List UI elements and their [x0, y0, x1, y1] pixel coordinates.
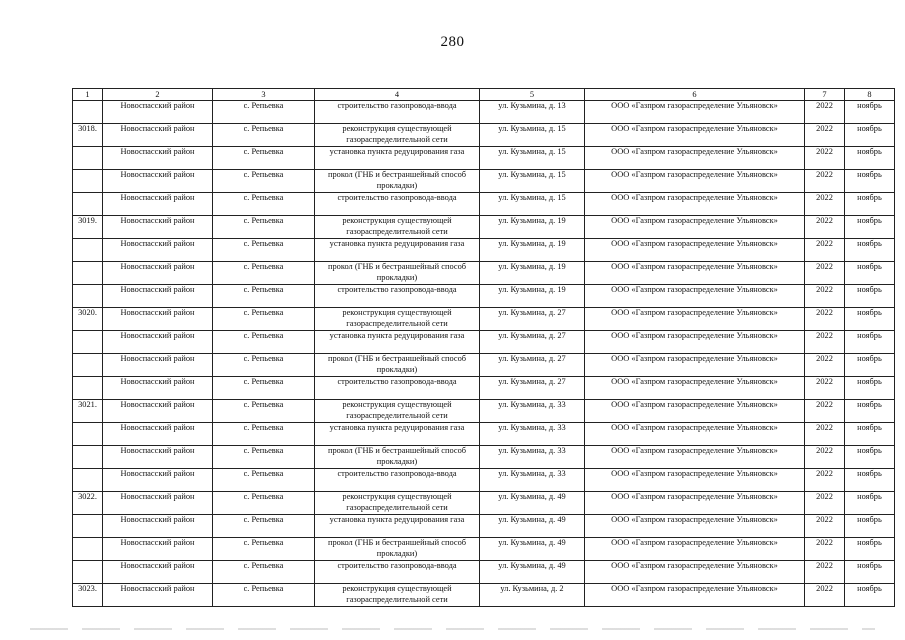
cell-district: Новоспасский район [103, 262, 213, 285]
cell-entry-number [73, 239, 103, 262]
cell-work-type: строительство газопровода-ввода [315, 193, 480, 216]
cell-organization: ООО «Газпром газораспределение Ульяновск» [585, 400, 805, 423]
cell-organization: ООО «Газпром газораспределение Ульяновск» [585, 124, 805, 147]
cell-district: Новоспасский район [103, 423, 213, 446]
cell-address: ул. Кузьмина, д. 49 [480, 492, 585, 515]
cell-year: 2022 [805, 239, 845, 262]
cell-district: Новоспасский район [103, 515, 213, 538]
cell-organization: ООО «Газпром газораспределение Ульяновск» [585, 423, 805, 446]
cell-address: ул. Кузьмина, д. 27 [480, 377, 585, 400]
cell-work-type: прокол (ГНБ и бестраншейный способ прокладки) [315, 446, 480, 469]
cell-year: 2022 [805, 147, 845, 170]
table-row [73, 538, 895, 561]
cell-entry-number: 3020. [73, 308, 103, 331]
cell-work-type: установка пункта редуцирования газа [315, 331, 480, 354]
cell-month: ноябрь [845, 584, 895, 607]
cell-village: с. Репьевка [213, 446, 315, 469]
cell-month: ноябрь [845, 124, 895, 147]
table-row [73, 170, 895, 193]
cell-village: с. Репьевка [213, 584, 315, 607]
column-header: 4 [315, 89, 480, 101]
cell-village: с. Репьевка [213, 170, 315, 193]
cell-year: 2022 [805, 216, 845, 239]
cell-village: с. Репьевка [213, 308, 315, 331]
cell-district: Новоспасский район [103, 216, 213, 239]
cell-entry-number [73, 354, 103, 377]
cell-district: Новоспасский район [103, 377, 213, 400]
cell-work-type: реконструкция существующей газораспределительной сети [315, 308, 480, 331]
cell-address: ул. Кузьмина, д. 15 [480, 124, 585, 147]
page-number: 280 [440, 34, 465, 50]
cell-district: Новоспасский район [103, 331, 213, 354]
cell-address: ул. Кузьмина, д. 19 [480, 239, 585, 262]
cell-entry-number [73, 331, 103, 354]
cell-entry-number [73, 377, 103, 400]
cell-work-type: установка пункта редуцирования газа [315, 515, 480, 538]
cell-entry-number: 3019. [73, 216, 103, 239]
cell-year: 2022 [805, 538, 845, 561]
cell-work-type: прокол (ГНБ и бестраншейный способ прокладки) [315, 262, 480, 285]
cell-organization: ООО «Газпром газораспределение Ульяновск» [585, 216, 805, 239]
cell-month: ноябрь [845, 469, 895, 492]
cell-organization: ООО «Газпром газораспределение Ульяновск» [585, 538, 805, 561]
cell-work-type: установка пункта редуцирования газа [315, 147, 480, 170]
cell-address: ул. Кузьмина, д. 27 [480, 354, 585, 377]
column-number-header-row [73, 89, 895, 101]
cell-village: с. Репьевка [213, 262, 315, 285]
table-row [73, 308, 895, 331]
cell-month: ноябрь [845, 239, 895, 262]
cell-organization: ООО «Газпром газораспределение Ульяновск» [585, 170, 805, 193]
cell-month: ноябрь [845, 101, 895, 124]
cell-village: с. Репьевка [213, 239, 315, 262]
cell-address: ул. Кузьмина, д. 27 [480, 331, 585, 354]
cell-work-type: установка пункта редуцирования газа [315, 239, 480, 262]
cell-work-type: реконструкция существующей газораспределительной сети [315, 400, 480, 423]
cell-year: 2022 [805, 193, 845, 216]
cell-work-type: строительство газопровода-ввода [315, 561, 480, 584]
table-row [73, 101, 895, 124]
cell-village: с. Репьевка [213, 124, 315, 147]
cell-year: 2022 [805, 400, 845, 423]
cell-work-type: реконструкция существующей газораспределительной сети [315, 584, 480, 607]
cell-organization: ООО «Газпром газораспределение Ульяновск» [585, 377, 805, 400]
cell-month: ноябрь [845, 308, 895, 331]
cell-address: ул. Кузьмина, д. 15 [480, 170, 585, 193]
cell-address: ул. Кузьмина, д. 13 [480, 101, 585, 124]
cell-organization: ООО «Газпром газораспределение Ульяновск» [585, 492, 805, 515]
cell-entry-number [73, 469, 103, 492]
table-row [73, 331, 895, 354]
cell-month: ноябрь [845, 216, 895, 239]
cell-organization: ООО «Газпром газораспределение Ульяновск» [585, 584, 805, 607]
cell-entry-number: 3021. [73, 400, 103, 423]
table-row [73, 492, 895, 515]
cell-month: ноябрь [845, 331, 895, 354]
cell-village: с. Репьевка [213, 400, 315, 423]
cell-month: ноябрь [845, 147, 895, 170]
cell-village: с. Репьевка [213, 515, 315, 538]
cell-work-type: реконструкция существующей газораспределительной сети [315, 216, 480, 239]
cell-entry-number [73, 147, 103, 170]
cell-district: Новоспасский район [103, 124, 213, 147]
cell-year: 2022 [805, 446, 845, 469]
table-row [73, 147, 895, 170]
cell-address: ул. Кузьмина, д. 33 [480, 423, 585, 446]
cell-address: ул. Кузьмина, д. 33 [480, 469, 585, 492]
cell-year: 2022 [805, 124, 845, 147]
cell-district: Новоспасский район [103, 308, 213, 331]
cell-entry-number [73, 538, 103, 561]
table-row [73, 561, 895, 584]
cell-address: ул. Кузьмина, д. 19 [480, 262, 585, 285]
cell-year: 2022 [805, 170, 845, 193]
cell-work-type: строительство газопровода-ввода [315, 377, 480, 400]
cell-work-type: прокол (ГНБ и бестраншейный способ прокладки) [315, 538, 480, 561]
cell-work-type: установка пункта редуцирования газа [315, 423, 480, 446]
cell-month: ноябрь [845, 285, 895, 308]
cell-year: 2022 [805, 285, 845, 308]
cell-village: с. Репьевка [213, 285, 315, 308]
cell-year: 2022 [805, 515, 845, 538]
cell-organization: ООО «Газпром газораспределение Ульяновск» [585, 147, 805, 170]
cell-year: 2022 [805, 331, 845, 354]
column-header: 1 [73, 89, 103, 101]
cell-address: ул. Кузьмина, д. 19 [480, 216, 585, 239]
cell-year: 2022 [805, 561, 845, 584]
cell-month: ноябрь [845, 561, 895, 584]
cell-district: Новоспасский район [103, 285, 213, 308]
cell-month: ноябрь [845, 515, 895, 538]
cell-month: ноябрь [845, 423, 895, 446]
cell-month: ноябрь [845, 354, 895, 377]
cell-address: ул. Кузьмина, д. 15 [480, 193, 585, 216]
table-row [73, 193, 895, 216]
cell-organization: ООО «Газпром газораспределение Ульяновск» [585, 446, 805, 469]
cell-organization: ООО «Газпром газораспределение Ульяновск» [585, 262, 805, 285]
cell-year: 2022 [805, 469, 845, 492]
cell-district: Новоспасский район [103, 239, 213, 262]
cell-year: 2022 [805, 308, 845, 331]
cell-address: ул. Кузьмина, д. 33 [480, 446, 585, 469]
cell-district: Новоспасский район [103, 469, 213, 492]
cell-district: Новоспасский район [103, 101, 213, 124]
cell-entry-number [73, 561, 103, 584]
scan-edge-noise [30, 628, 875, 630]
cell-work-type: строительство газопровода-ввода [315, 101, 480, 124]
cell-district: Новоспасский район [103, 193, 213, 216]
cell-year: 2022 [805, 377, 845, 400]
cell-organization: ООО «Газпром газораспределение Ульяновск» [585, 354, 805, 377]
cell-organization: ООО «Газпром газораспределение Ульяновск» [585, 331, 805, 354]
cell-village: с. Репьевка [213, 377, 315, 400]
cell-organization: ООО «Газпром газораспределение Ульяновск» [585, 308, 805, 331]
cell-organization: ООО «Газпром газораспределение Ульяновск» [585, 561, 805, 584]
table-row [73, 239, 895, 262]
cell-entry-number [73, 193, 103, 216]
cell-entry-number: 3022. [73, 492, 103, 515]
cell-district: Новоспасский район [103, 584, 213, 607]
cell-month: ноябрь [845, 446, 895, 469]
cell-village: с. Репьевка [213, 538, 315, 561]
cell-entry-number [73, 446, 103, 469]
cell-year: 2022 [805, 423, 845, 446]
cell-village: с. Репьевка [213, 193, 315, 216]
cell-village: с. Репьевка [213, 216, 315, 239]
cell-year: 2022 [805, 354, 845, 377]
cell-village: с. Репьевка [213, 101, 315, 124]
table-row [73, 469, 895, 492]
register-table-body [73, 89, 895, 607]
register-table [72, 88, 895, 607]
cell-work-type: реконструкция существующей газораспределительной сети [315, 124, 480, 147]
cell-entry-number: 3023. [73, 584, 103, 607]
cell-address: ул. Кузьмина, д. 15 [480, 147, 585, 170]
cell-district: Новоспасский район [103, 170, 213, 193]
table-row [73, 124, 895, 147]
cell-district: Новоспасский район [103, 400, 213, 423]
cell-organization: ООО «Газпром газораспределение Ульяновск» [585, 469, 805, 492]
cell-address: ул. Кузьмина, д. 19 [480, 285, 585, 308]
cell-address: ул. Кузьмина, д. 49 [480, 515, 585, 538]
cell-village: с. Репьевка [213, 331, 315, 354]
column-header: 7 [805, 89, 845, 101]
cell-month: ноябрь [845, 538, 895, 561]
cell-month: ноябрь [845, 170, 895, 193]
column-header: 5 [480, 89, 585, 101]
cell-entry-number [73, 515, 103, 538]
cell-organization: ООО «Газпром газораспределение Ульяновск» [585, 193, 805, 216]
table-row [73, 423, 895, 446]
table-row [73, 446, 895, 469]
cell-village: с. Репьевка [213, 561, 315, 584]
cell-year: 2022 [805, 492, 845, 515]
cell-organization: ООО «Газпром газораспределение Ульяновск» [585, 101, 805, 124]
cell-village: с. Репьевка [213, 492, 315, 515]
cell-month: ноябрь [845, 193, 895, 216]
table-row [73, 377, 895, 400]
table-row [73, 584, 895, 607]
cell-village: с. Репьевка [213, 469, 315, 492]
cell-year: 2022 [805, 262, 845, 285]
cell-organization: ООО «Газпром газораспределение Ульяновск» [585, 239, 805, 262]
column-header: 2 [103, 89, 213, 101]
cell-work-type: строительство газопровода-ввода [315, 469, 480, 492]
cell-address: ул. Кузьмина, д. 2 [480, 584, 585, 607]
cell-entry-number [73, 423, 103, 446]
cell-work-type: прокол (ГНБ и бестраншейный способ прокладки) [315, 354, 480, 377]
cell-district: Новоспасский район [103, 446, 213, 469]
table-row [73, 515, 895, 538]
cell-month: ноябрь [845, 262, 895, 285]
cell-district: Новоспасский район [103, 354, 213, 377]
cell-work-type: прокол (ГНБ и бестраншейный способ прокладки) [315, 170, 480, 193]
cell-entry-number [73, 101, 103, 124]
cell-month: ноябрь [845, 492, 895, 515]
cell-district: Новоспасский район [103, 147, 213, 170]
table-row [73, 262, 895, 285]
cell-address: ул. Кузьмина, д. 33 [480, 400, 585, 423]
cell-address: ул. Кузьмина, д. 49 [480, 561, 585, 584]
table-row [73, 216, 895, 239]
cell-district: Новоспасский район [103, 492, 213, 515]
table-row [73, 400, 895, 423]
table-row [73, 354, 895, 377]
cell-village: с. Репьевка [213, 354, 315, 377]
cell-entry-number: 3018. [73, 124, 103, 147]
cell-district: Новоспасский район [103, 538, 213, 561]
cell-entry-number [73, 170, 103, 193]
cell-organization: ООО «Газпром газораспределение Ульяновск» [585, 515, 805, 538]
cell-month: ноябрь [845, 400, 895, 423]
cell-address: ул. Кузьмина, д. 27 [480, 308, 585, 331]
cell-address: ул. Кузьмина, д. 49 [480, 538, 585, 561]
cell-village: с. Репьевка [213, 423, 315, 446]
cell-month: ноябрь [845, 377, 895, 400]
table-row [73, 285, 895, 308]
cell-village: с. Репьевка [213, 147, 315, 170]
cell-year: 2022 [805, 584, 845, 607]
column-header: 6 [585, 89, 805, 101]
cell-work-type: реконструкция существующей газораспределительной сети [315, 492, 480, 515]
cell-organization: ООО «Газпром газораспределение Ульяновск» [585, 285, 805, 308]
cell-entry-number [73, 262, 103, 285]
cell-year: 2022 [805, 101, 845, 124]
cell-district: Новоспасский район [103, 561, 213, 584]
column-header: 3 [213, 89, 315, 101]
cell-entry-number [73, 285, 103, 308]
cell-work-type: строительство газопровода-ввода [315, 285, 480, 308]
column-header: 8 [845, 89, 895, 101]
